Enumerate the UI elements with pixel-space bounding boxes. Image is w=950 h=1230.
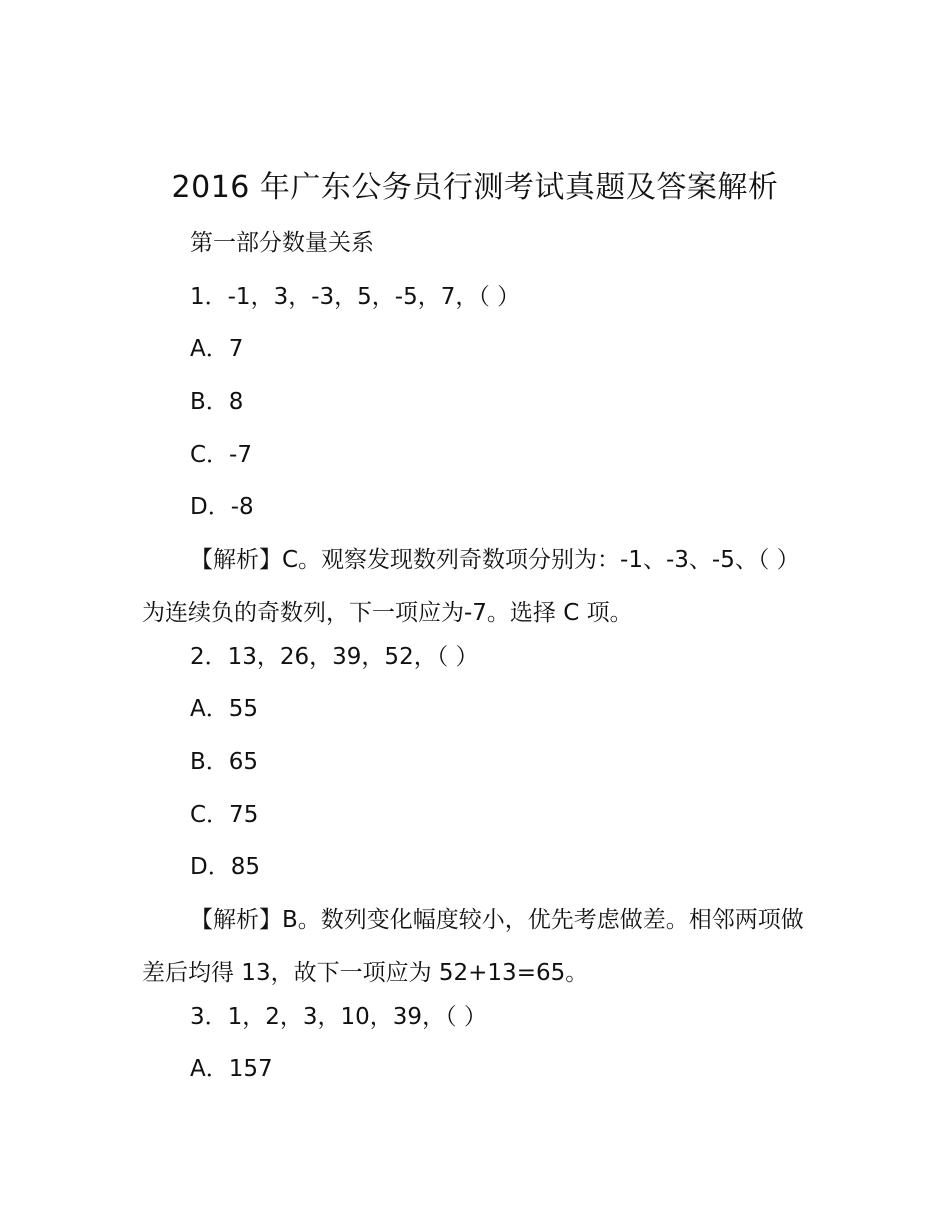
question-1-option-d: D．-8 [190,494,254,520]
question-2-stem: 2．13，26，39，52，（ ） [190,644,479,670]
question-1-option-b: B．8 [190,389,244,415]
question-1-option-c: C．-7 [190,442,252,468]
question-2-option-a: A．55 [190,696,259,722]
question-1-analysis: 【解析】C。观察发现数列奇数项分别为：-1、-3、-5、（ ）为连续负的奇数列，下一项应为-7。选择 C 项。 [142,547,800,626]
question-2-option-d: D．85 [190,854,260,880]
question-1-option-a: A．7 [190,336,244,362]
section-heading: 第一部分数量关系 [190,230,374,256]
question-2-option-b: B．65 [190,749,259,775]
question-1-stem: 1．-1，3，-3，5，-5，7，（ ） [190,284,521,310]
question-3-stem: 3．1，2，3，10，39，（ ） [190,1004,487,1030]
document-title: 2016 年广东公务员行测考试真题及答案解析 [171,170,779,205]
question-2-analysis: 【解析】B。数列变化幅度较小，优先考虑做差。相邻两项做差后均得 13，故下一项应为 52+13=65。 [142,907,804,986]
question-3-option-a: A．157 [190,1056,273,1082]
question-2-option-c: C．75 [190,802,259,828]
